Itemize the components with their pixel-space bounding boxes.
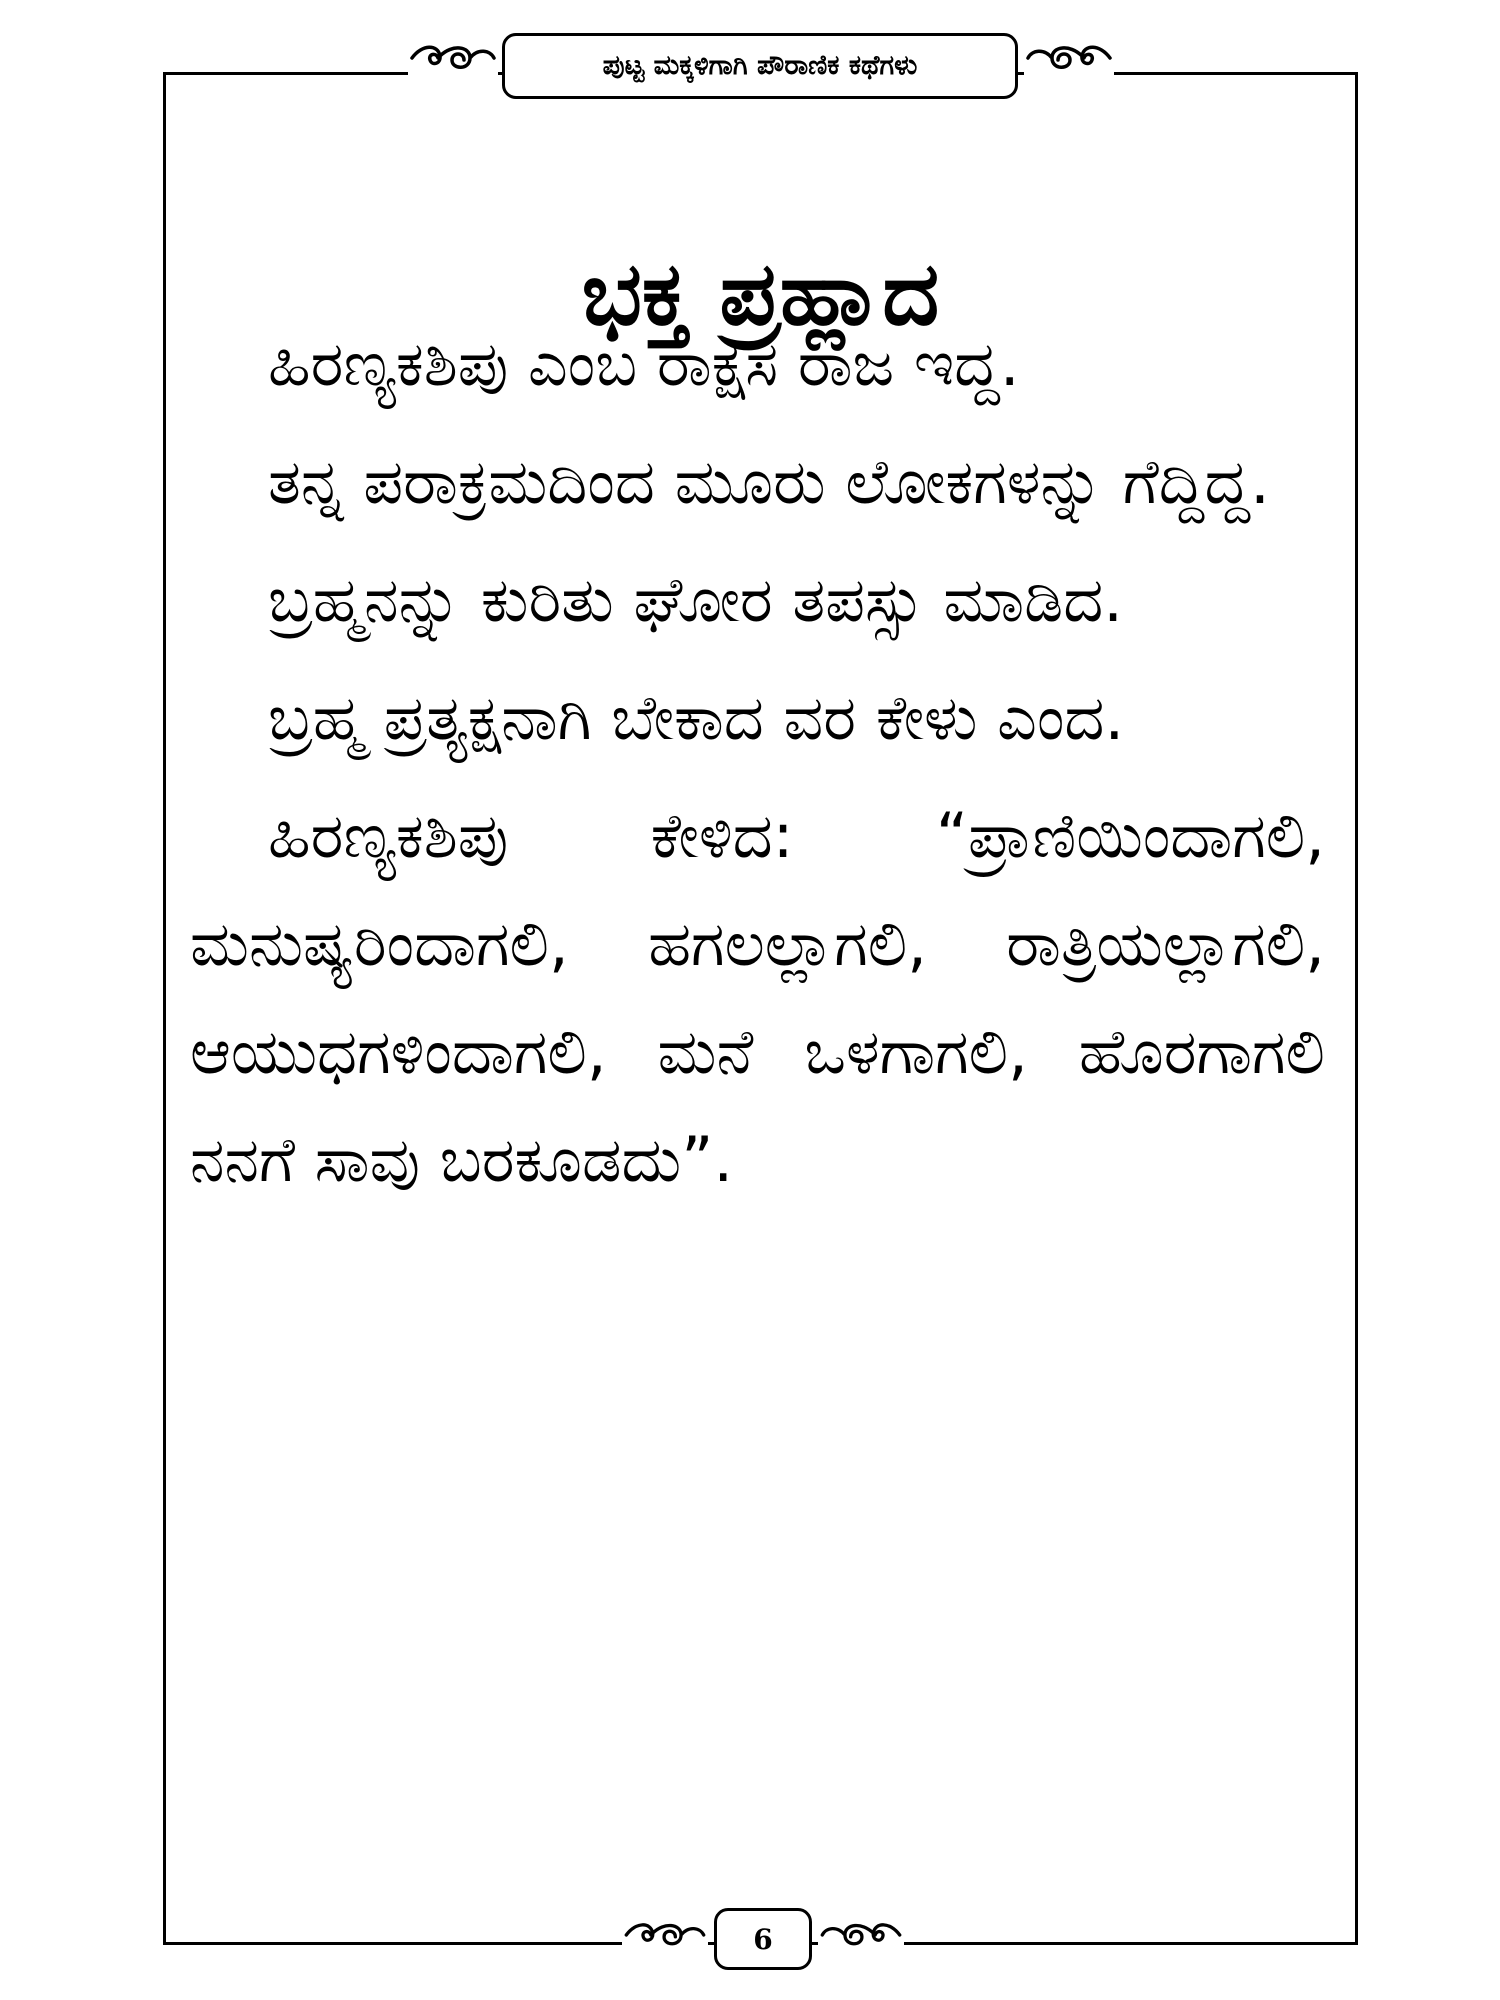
paragraph: ಹಿರಣ್ಯಕಶಿಪು ಕೇಳಿದ: “ಪ್ರಾಣಿಯಿಂದಾಗಲಿ, ಮನುಷ್ಯರಿಂದಾಗಲಿ, ಹಗಲಲ್ಲಾಗಲಿ, ರಾತ್ರಿಯಲ್ಲಾಗಲಿ, ಆಯುಧಗಳಿಂದಾಗಲಿ, ಮನೆ ಒಳಗಾಗಲಿ, ಹೊರಗಾಗಲಿ ನನಗೆ ಸಾವು ಬರಕೂಡದು”. <box>190 799 1325 1196</box>
story-body <box>190 310 1325 1224</box>
scroll-ornament-icon <box>1024 40 1114 76</box>
page-number: 6 <box>714 1908 812 1970</box>
paragraph: ಬ್ರಹ್ಮ ಪ್ರತ್ಯಕ್ಷನಾಗಿ ಬೇಕಾದ ವರ ಕೇಳು ಎಂದ. <box>268 681 1125 754</box>
scroll-ornament-icon <box>818 1918 904 1952</box>
scroll-ornament-icon <box>408 40 498 76</box>
running-header-book-title: ಪುಟ್ಟ ಮಕ್ಕಳಿಗಾಗಿ ಪೌರಾಣಿಕ ಕಥೆಗಳು <box>502 33 1018 99</box>
scroll-ornament-icon <box>622 1918 708 1952</box>
paragraph: ಬ್ರಹ್ಮನನ್ನು ಕುರಿತು ಘೋರ ತಪಸ್ಸು ಮಾಡಿದ. <box>268 563 1124 636</box>
paragraph: ತನ್ನ ಪರಾಕ್ರಮದಿಂದ ಮೂರು ಲೋಕಗಳನ್ನು ಗೆದ್ದಿದ್ದ. <box>268 445 1270 518</box>
story-title: ಭಕ್ತ ಪ್ರಹ್ಲಾದ <box>581 241 940 345</box>
paragraph: ಹಿರಣ್ಯಕಶಿಪು ಎಂಬ ರಾಕ್ಷಸ ರಾಜ ಇದ್ದ. <box>268 327 1020 400</box>
